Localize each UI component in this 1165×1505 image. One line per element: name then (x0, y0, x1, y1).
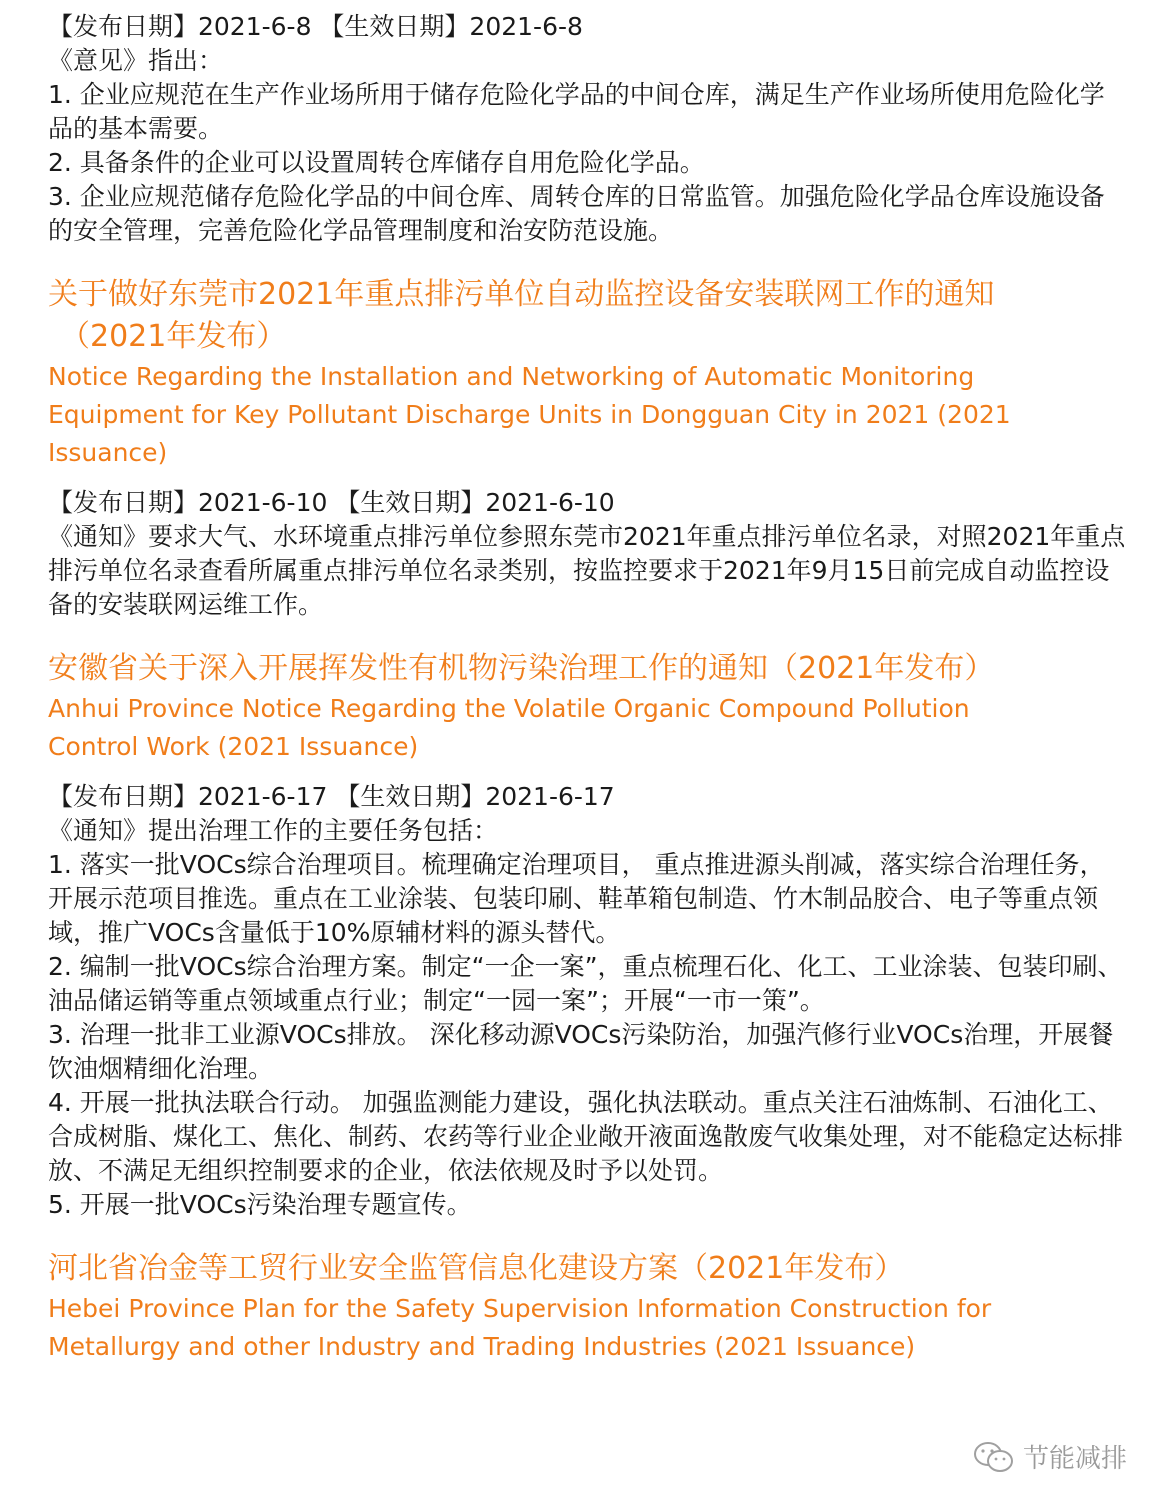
wechat-icon (973, 1440, 1015, 1474)
s2-title-zh-2: （2021年发布） (60, 319, 287, 354)
s4-title-en-2: Metallurgy and other Industry and Trading Industries (2021 Issuance) (48, 1332, 916, 1361)
s3-item-1: 1. 落实一批VOCs综合治理项目。梳理确定治理项目， 重点推进源头削减，落实综合治理任务，开展示范项目推选。重点在工业涂装、包装印刷、鞋革箱包制造、竹木制品胶合、电子等重点领域，推广VOCs含量低于10%原辅材料的源头替代。 (48, 850, 1105, 947)
s3-title-en-1: Anhui Province Notice Regarding the Volatile Organic Compound Pollution (48, 694, 970, 723)
s2-dates: 【发布日期】2021-6-10 【生效日期】2021-6-10 (48, 488, 615, 517)
document-page (48, 10, 1128, 1366)
s1-item-2: 2. 具备条件的企业可以设置周转仓库储存自用危险化学品。 (48, 148, 705, 177)
s1-dates: 【发布日期】2021-6-8 【生效日期】2021-6-8 (48, 12, 583, 41)
s2-title-en-2: Equipment for Key Pollutant Discharge Units in Dongguan City in 2021 (2021 (48, 400, 1011, 429)
watermark (973, 1438, 1127, 1475)
s3-title-zh: 安徽省关于深入开展挥发性有机物污染治理工作的通知（2021年发布） (48, 651, 995, 686)
s3-title-en-2: Control Work (2021 Issuance) (48, 732, 419, 761)
s3-item-4: 4. 开展一批执法联合行动。 加强监测能力建设，强化执法联动。重点关注石油炼制、石油化工、合成树脂、煤化工、焦化、制药、农药等行业企业敞开液面逸散废气收集处理，对不能稳定达标排放、不满足无组织控制要求的企业，依法依规及时予以处罚。 (48, 1088, 1124, 1185)
s3-item-3: 3. 治理一批非工业源VOCs排放。 深化移动源VOCs污染防治，加强汽修行业VOCs治理，开展餐饮油烟精细化治理。 (48, 1020, 1114, 1083)
s3-item-5: 5. 开展一批VOCs污染治理专题宣传。 (48, 1190, 472, 1219)
s2-title-en-3: Issuance) (48, 438, 168, 467)
s1-item-3: 3. 企业应规范储存危险化学品的中间仓库、周转仓库的日常监管。加强危险化学品仓库设施设备的安全管理，完善危险化学品管理制度和治安防范设施。 (48, 182, 1105, 245)
s3-intro: 《通知》提出治理工作的主要任务包括： (48, 816, 499, 845)
s1-intro: 《意见》指出： (48, 46, 224, 75)
s2-title-en-1: Notice Regarding the Installation and Networking of Automatic Monitoring (48, 362, 975, 391)
s1-item-1: 1. 企业应规范在生产作业场所用于储存危险化学品的中间仓库，满足生产作业场所使用危险化学品的基本需要。 (48, 80, 1105, 143)
s4-title-zh: 河北省冶金等工贸行业安全监管信息化建设方案（2021年发布） (48, 1251, 905, 1286)
s3-dates: 【发布日期】2021-6-17 【生效日期】2021-6-17 (48, 782, 615, 811)
s3-item-2: 2. 编制一批VOCs综合治理方案。制定“一企一案”，重点梳理石化、化工、工业涂装、包装印刷、油品储运销等重点领域重点行业；制定“一园一案”；开展“一市一策”。 (48, 952, 1123, 1015)
watermark-text: 节能减排 (1022, 1444, 1127, 1474)
s2-body: 《通知》要求大气、水环境重点排污单位参照东莞市2021年重点排污单位名录，对照2021年重点排污单位名录查看所属重点排污单位名录类别，按监控要求于2021年9月15日前完成自动监控设备的安装联网运维工作。 (48, 522, 1126, 619)
s4-title-en-1: Hebei Province Plan for the Safety Supervision Information Construction for (48, 1294, 992, 1323)
s2-title-zh-1: 关于做好东莞市2021年重点排污单位自动监控设备安装联网工作的通知 (48, 277, 995, 312)
